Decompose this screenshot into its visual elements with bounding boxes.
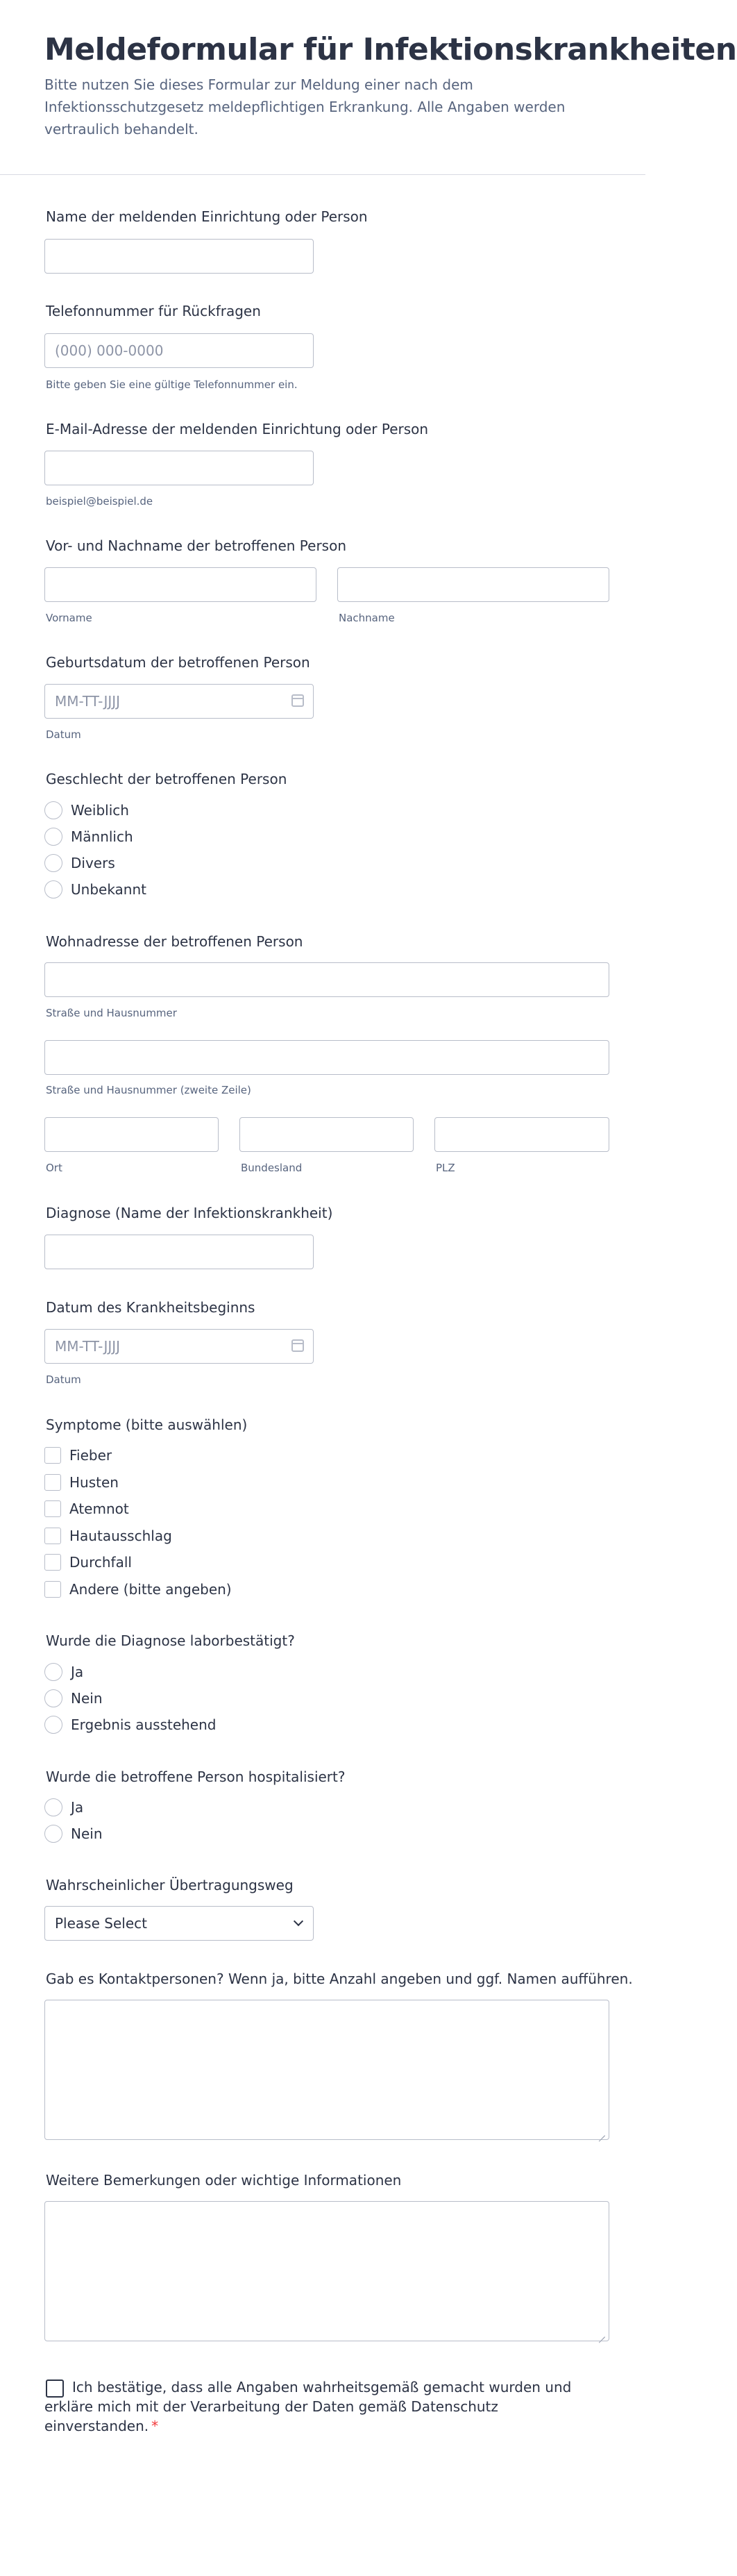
diagnosis-input[interactable] — [44, 1235, 314, 1269]
street2-hint: Straße und Hausnummer (zweite Zeile) — [46, 1084, 251, 1096]
checkbox[interactable] — [44, 1474, 61, 1491]
resize-handle-icon[interactable] — [597, 2127, 605, 2136]
first-name-input[interactable] — [44, 567, 316, 602]
last-name-input[interactable] — [337, 567, 609, 602]
first-name-hint: Vorname — [46, 612, 92, 624]
symptom-option-andere[interactable]: Andere (bitte angeben) — [44, 1580, 232, 1599]
street-hint: Straße und Hausnummer — [46, 1007, 177, 1019]
resize-handle-icon[interactable] — [597, 2329, 605, 2337]
radio-button[interactable] — [44, 828, 62, 846]
required-mark: * — [151, 2418, 159, 2434]
onset-date-hint: Datum — [46, 1373, 81, 1386]
street2-input[interactable] — [44, 1040, 609, 1075]
phone-label: Telefonnummer für Rückfragen — [46, 303, 261, 319]
birth-date-input[interactable] — [44, 684, 314, 719]
consent-label: Ich bestätige, dass alle Angaben wahrheitsgemäß gemacht wurden und erkläre mich mit der Verarbeitung der Daten gemäß Datenschutz einverstanden. — [44, 2379, 572, 2434]
phone-input[interactable] — [44, 333, 314, 368]
symptom-option-husten[interactable]: Husten — [44, 1473, 119, 1492]
state-hint: Bundesland — [241, 1162, 303, 1174]
radio-button[interactable] — [44, 1689, 62, 1707]
onset-date-field — [44, 1329, 314, 1364]
birth-date-hint: Datum — [46, 728, 81, 741]
email-input[interactable] — [44, 451, 314, 485]
gender-option-divers[interactable]: Divers — [44, 853, 115, 873]
lab-option-nein[interactable]: Nein — [44, 1689, 103, 1708]
reporter-name-input[interactable] — [44, 239, 314, 274]
zip-hint: PLZ — [436, 1162, 455, 1174]
symptoms-label: Symptome (bitte auswählen) — [46, 1416, 248, 1433]
gender-option-unbekannt[interactable]: Unbekannt — [44, 880, 146, 899]
radio-button[interactable] — [44, 1798, 62, 1816]
form-header — [0, 0, 737, 175]
gender-label: Geschlecht der betroffenen Person — [46, 771, 287, 787]
symptom-option-durchfall[interactable]: Durchfall — [44, 1553, 132, 1572]
form-title: Meldeformular für Infektionskrankheiten — [44, 32, 737, 67]
reporter-name-label: Name der meldenden Einrichtung oder Person — [46, 208, 368, 225]
hospitalized-label: Wurde die betroffene Person hospitalisiert? — [46, 1768, 346, 1785]
contacts-label: Gab es Kontaktpersonen? Wenn ja, bitte Anzahl angeben und ggf. Namen aufführen. — [46, 1971, 633, 1987]
radio-button[interactable] — [44, 801, 62, 819]
symptom-option-atemnot[interactable]: Atemnot — [44, 1499, 129, 1519]
zip-input[interactable] — [434, 1117, 609, 1152]
lab-option-ja[interactable]: Ja — [44, 1662, 83, 1682]
radio-button[interactable] — [44, 880, 62, 898]
transmission-select[interactable] — [44, 1906, 314, 1941]
last-name-hint: Nachname — [339, 612, 395, 624]
hospitalized-option-nein[interactable]: Nein — [44, 1824, 103, 1843]
birth-date-field — [44, 684, 314, 719]
radio-button[interactable] — [44, 854, 62, 872]
chevron-down-icon — [294, 1916, 303, 1926]
remarks-textarea[interactable] — [44, 2201, 609, 2341]
checkbox[interactable] — [44, 1447, 61, 1464]
street-input[interactable] — [44, 962, 609, 997]
transmission-selected-value: Please Select — [55, 1915, 147, 1932]
city-input[interactable] — [44, 1117, 219, 1152]
diagnosis-label: Diagnose (Name der Infektionskrankheit) — [46, 1205, 333, 1221]
checkbox[interactable] — [44, 1528, 61, 1544]
phone-hint: Bitte geben Sie eine gültige Telefonnummer ein. — [46, 378, 298, 391]
city-hint: Ort — [46, 1162, 62, 1174]
radio-button[interactable] — [44, 1663, 62, 1681]
birth-date-label: Geburtsdatum der betroffenen Person — [46, 654, 310, 671]
onset-date-label: Datum des Krankheitsbeginns — [46, 1299, 255, 1316]
checkbox[interactable] — [44, 1500, 61, 1517]
consent-text — [44, 2377, 572, 2436]
hospitalized-option-ja[interactable]: Ja — [44, 1798, 83, 1817]
remarks-label: Weitere Bemerkungen oder wichtige Informationen — [46, 2172, 402, 2189]
form-subtitle: Bitte nutzen Sie dieses Formular zur Meldung einer nach dem Infektionsschutzgesetz meldepflichtigen Erkrankung. Alle Angaben werden vertraulich behandelt. — [44, 76, 566, 137]
radio-button[interactable] — [44, 1716, 62, 1734]
lab-confirmed-label: Wurde die Diagnose laborbestätigt? — [46, 1632, 295, 1649]
checkbox[interactable] — [44, 1581, 61, 1598]
onset-date-input[interactable] — [44, 1329, 314, 1364]
transmission-label: Wahrscheinlicher Übertragungsweg — [46, 1877, 294, 1893]
contacts-textarea[interactable] — [44, 2000, 609, 2140]
email-hint: beispiel@beispiel.de — [46, 495, 153, 508]
checkbox[interactable] — [44, 1554, 61, 1571]
patient-name-label: Vor- und Nachname der betroffenen Person — [46, 537, 346, 554]
email-label: E-Mail-Adresse der meldenden Einrichtung oder Person — [46, 421, 429, 437]
address-label: Wohnadresse der betroffenen Person — [46, 933, 303, 950]
radio-button[interactable] — [44, 1825, 62, 1843]
lab-option-ausstehend[interactable]: Ergebnis ausstehend — [44, 1715, 216, 1734]
gender-option-weiblich[interactable]: Weiblich — [44, 801, 129, 820]
gender-option-maennlich[interactable]: Männlich — [44, 827, 133, 846]
calendar-icon[interactable] — [291, 1339, 304, 1352]
calendar-icon[interactable] — [291, 694, 304, 707]
symptom-option-fieber[interactable]: Fieber — [44, 1446, 112, 1465]
state-input[interactable] — [239, 1117, 414, 1152]
symptom-option-hautausschlag[interactable]: Hautausschlag — [44, 1526, 172, 1546]
